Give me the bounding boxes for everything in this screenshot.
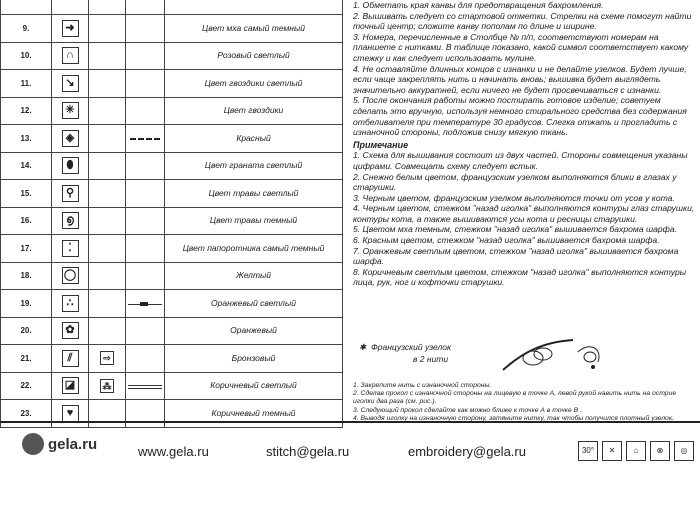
- key-table: [0, 0, 343, 428]
- logo-ball-icon: [22, 433, 44, 455]
- dash-stitch-line: [130, 138, 160, 140]
- table-row: [1, 125, 343, 153]
- two-dots-icon: ⁚: [62, 240, 79, 257]
- wash-30-icon: 30°: [578, 441, 598, 461]
- iron-icon: ⌂: [626, 441, 646, 461]
- color-name: Цвет граната светлый: [165, 152, 343, 180]
- website-link[interactable]: www.gela.ru: [138, 444, 209, 459]
- color-name: Цвет травы светлый: [165, 180, 343, 208]
- note-item: 7. Оранжевым светлым цветом, стежком "назад иголка" вышивается бахрома шарфа.: [353, 245, 679, 267]
- spiral-icon: ൭: [62, 212, 79, 229]
- knot-step: 4. Выводя иголку на изнаночную сторону, затяните нитку, так чтобы получился плотный узелок.: [353, 414, 674, 422]
- stitch-icon: ⇨: [100, 351, 114, 365]
- row-number: 13.: [1, 125, 52, 153]
- care-symbols: [578, 441, 694, 461]
- table-row: [1, 290, 343, 318]
- knot-step: 3. Следующий прокол сделайте как можно ближе к точке А в точке В .: [353, 406, 582, 414]
- row-number: 20.: [1, 317, 52, 345]
- table-row: [1, 152, 343, 180]
- note-item: 6. Красным цветом, стежком "назад иголка" вышивается бахрома шарфа.: [353, 235, 660, 246]
- table-row: [1, 70, 343, 98]
- color-name: Цвет гвоздики: [165, 97, 343, 125]
- heart-icon: ♥: [62, 405, 79, 422]
- color-name: Цвет мха самый темный: [165, 15, 343, 43]
- color-name: Розовый светлый: [165, 42, 343, 70]
- diamond-dot-icon: ◈: [62, 130, 79, 147]
- logo-text: gela.ru: [48, 435, 98, 453]
- color-name: Бронзовый: [165, 345, 343, 373]
- instruction-item: 4. Не оставляйте длинных концов с изнанки и не делайте узелков. Будет лучше, если чаще закреплять нить и начинать вновь; вышивка будет выглядеть значительно аккуратней, если ничего не будет просвечиваться с изнанки.: [353, 63, 687, 95]
- table-row: [1, 0, 343, 15]
- color-name: Коричневый светлый: [165, 372, 343, 400]
- gela-logo[interactable]: [22, 433, 97, 455]
- knot-step: 2. Сделав прокол с изнаночной стороны на лицевую в точке А, левой рукой навить нить на острие иголки два раза (см. рис.).: [353, 390, 677, 406]
- stitch-icon: ⁂: [100, 379, 114, 393]
- color-name: Оранжевый: [165, 317, 343, 345]
- row-number: 12.: [1, 97, 52, 125]
- instruction-item: 2. Вышивать следует со стартовой отметки. Стрелки на схеме помогут найти точный центр; сложите канву пополам по длине и ширине.: [353, 10, 692, 32]
- leaf-icon: ◯: [62, 267, 79, 284]
- backstitch-line: [128, 304, 162, 305]
- no-tumble-dry-icon: ◎: [674, 441, 694, 461]
- pill-icon: ⬮: [62, 157, 79, 174]
- table-row: [1, 15, 343, 43]
- instructions-block: [353, 0, 697, 288]
- row-number: 14.: [1, 152, 52, 180]
- note-item: 1. Схема для вышивания состоит из двух частей. Стороны совмещения указаны цифрами. Совмещать схему следует встык.: [353, 150, 688, 171]
- note-item: 5. Цветом мха темным, стежком "назад иголка" вышивается бахрома шарфа.: [353, 224, 677, 235]
- row-number: 16.: [1, 207, 52, 235]
- email-embroidery-link[interactable]: embroidery@gela.ru: [408, 444, 526, 459]
- color-name: Желтый: [165, 262, 343, 290]
- instruction-item: 3. Номера, перечисленные в Столбце № п/п, соответствуют номерам на планшете с нитками. В таблице показано, какой символ соответствует какому стежку и как следует использовать мулине.: [353, 31, 689, 63]
- pin-icon: ⚲: [62, 185, 79, 202]
- table-row: [1, 180, 343, 208]
- needle-illustration-icon: [493, 332, 613, 378]
- backstitch-line: [128, 385, 162, 389]
- note-title: Примечание: [353, 139, 409, 150]
- row-number: 10.: [1, 42, 52, 70]
- row-number: 9.: [1, 15, 52, 43]
- note-item: 2. Снежно белым цветом, французским узелком выполняются блики в глазах у старушки.: [353, 171, 677, 193]
- row-number: 21.: [1, 345, 52, 373]
- note-item: 3. Черным цветом, французским узелком выполняются точки от усов у кота.: [353, 192, 675, 203]
- table-row: [1, 345, 343, 373]
- knot-label: Французский узелок: [371, 342, 452, 352]
- color-name: Цвет папоротника самый темный: [165, 235, 343, 263]
- row-number: 23.: [1, 400, 52, 428]
- color-name: Красный: [165, 125, 343, 153]
- instruction-item: 5. После окончания работы можно постирать готовое изделие; советуем сделать это вручную, используя немного стирального средства без содержания отбеливателя при температуре 30 градусов. Слегка отжать и прогладить с изнаночной стороны, подложив снизу мягкую ткань.: [353, 95, 687, 138]
- asterisk-icon: ✳: [62, 102, 79, 119]
- row-number: 11.: [1, 70, 52, 98]
- instruction-item: 1. Обметать края канвы для предотвращения бахромления.: [353, 0, 604, 10]
- double-slash-icon: ⫽: [62, 350, 79, 367]
- table-row: [1, 235, 343, 263]
- color-name: Цвет гвоздики светлый: [165, 70, 343, 98]
- row-number: 18.: [1, 262, 52, 290]
- french-knot-diagram: [353, 330, 697, 380]
- color-name: Цвет травы темный: [165, 207, 343, 235]
- table-row: [1, 207, 343, 235]
- row-number: 22.: [1, 372, 52, 400]
- table-row: [1, 42, 343, 70]
- half-square-icon: ◪: [62, 377, 79, 394]
- knot-label-2: в 2 нити: [413, 354, 449, 364]
- footer: [0, 421, 700, 507]
- knot-marker: ✱: [359, 342, 367, 352]
- flower-icon: ✿: [62, 322, 79, 339]
- knot-steps: [353, 382, 693, 423]
- arrow-right-icon: ➜: [62, 20, 79, 37]
- no-dryclean-icon: ⊗: [650, 441, 670, 461]
- wave-icon: ∩: [62, 47, 79, 64]
- table-row: [1, 97, 343, 125]
- email-stitch-link[interactable]: stitch@gela.ru: [266, 444, 350, 459]
- diagonal-line-icon: ↘: [62, 75, 79, 92]
- color-name: Оранжевый светлый: [165, 290, 343, 318]
- row-number: 15.: [1, 180, 52, 208]
- table-row: [1, 372, 343, 400]
- three-dots-icon: ∴: [62, 295, 79, 312]
- no-bleach-icon: ✕: [602, 441, 622, 461]
- table-row: [1, 317, 343, 345]
- color-name: Коричневый темный: [165, 400, 343, 428]
- knot-step: 1. Закрепите нить с изнаночной стороны.: [353, 382, 492, 389]
- note-item: 8. Коричневым светлым цветом, стежком "назад иголка" выполняются контуры лица, рук, ног и кофточки старушки.: [353, 266, 687, 288]
- row-number: 17.: [1, 235, 52, 263]
- row-number: 19.: [1, 290, 52, 318]
- table-row: [1, 262, 343, 290]
- note-item: 4. Черным цветом, стежком "назад иголка" выполняются контуры глаз старушки, контуры кота, а также вышиваются усы кота и ресницы старушки.: [353, 203, 695, 224]
